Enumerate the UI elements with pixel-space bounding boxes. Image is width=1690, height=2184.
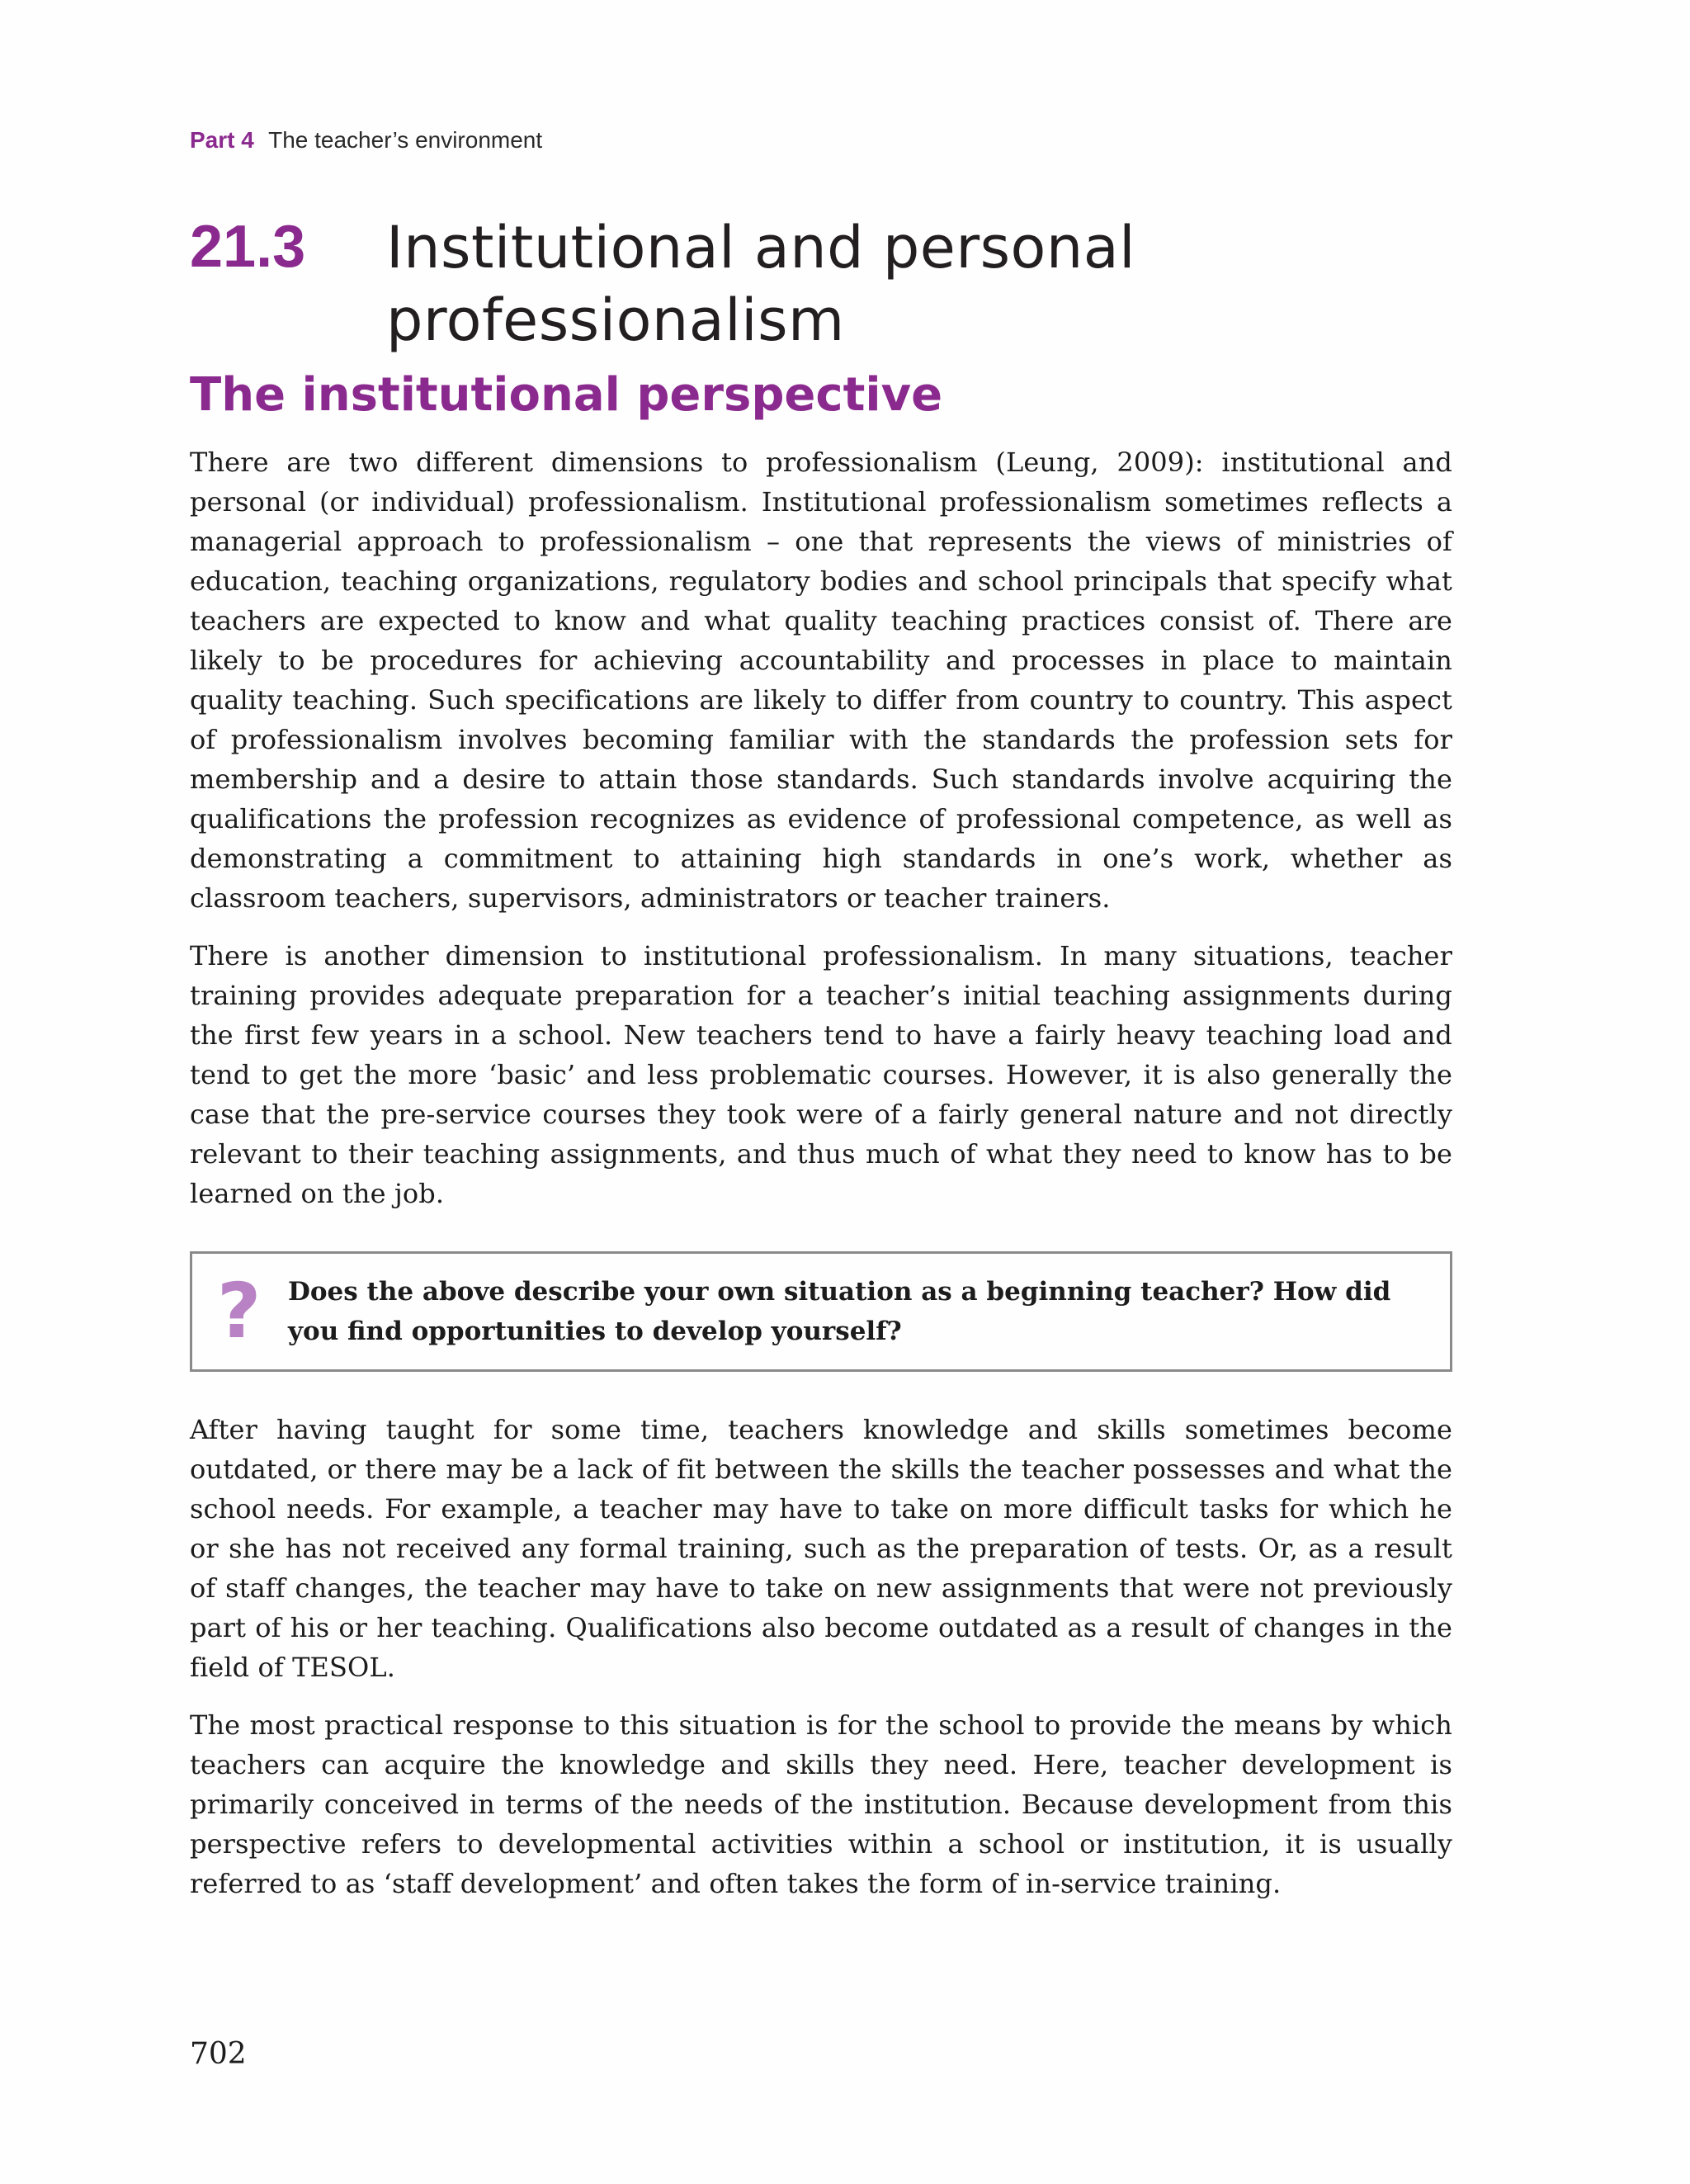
running-head-part: Part 4: [190, 127, 254, 153]
paragraph-2: There is another dimension to institutional professionalism. In many situations, teacher training provides adequate preparation for a teacher’s initial teaching assignments during the first few years in a school. New teachers tend to have a fairly heavy teaching load and tend to get the more ‘basic’ and less problematic courses. However, it is also generally the case that the pre-service courses they took were of a fairly general nature and not directly relevant to their teaching assignments, and thus much of what they need to know has to be learned on the job.: [190, 940, 1452, 1209]
question-mark-icon: ?: [217, 1267, 262, 1355]
subheading: The institutional perspective: [190, 368, 943, 422]
section-heading: [190, 211, 1452, 357]
paragraph-1: There are two different dimensions to professionalism (Leung, 2009): institutional and personal (or individual) professionalism. Institutional professionalism sometimes reflects a managerial approach to professionalism – one that represents the views of ministries of education, teaching organizations, regulatory bodies and school principals that specify what teachers are expected to know and what quality teaching practices consist of. There are likely to be procedures for achieving accountability and processes in place to maintain quality teaching. Such specifications are likely to differ from country to country. This aspect of professionalism involves becoming familiar with the standards the profession sets for membership and a desire to attain those standards. Such standards involve acquiring the qualifications the profession recognizes as evidence of professional competence, as well as demonstrating a commitment to attaining high standards in one’s work, whether as classroom teachers, supervisors, administrators or teacher trainers.: [190, 447, 1452, 914]
running-head-title: The teacher’s environment: [268, 127, 543, 153]
running-head: [190, 124, 1452, 157]
paragraph-4: The most practical response to this situation is for the school to provide the means by which teachers can acquire the knowledge and skills they need. Here, teacher development is primarily conceived in terms of the needs of the institution. Because development from this perspective refers to developmental activities within a school or institution, it is usually referred to as ‘staff development’ and often takes the form of in-service training.: [190, 1709, 1452, 1899]
page-content: [190, 124, 1452, 1922]
paragraph-3: After having taught for some time, teachers knowledge and skills sometimes become outdated, or there may be a lack of fit between the skills the teacher possesses and what the school needs. For example, a teacher may have to take on more difficult tasks for which he or she has not received any formal training, such as the preparation of tests. Or, as a result of staff changes, the teacher may have to take on new assignments that were not previously part of his or her teaching. Qualifications also become outdated as a result of changes in the field of TESOL.: [190, 1414, 1452, 1683]
section-number: 21.3: [190, 214, 306, 280]
section-title: Institutional and personal professionalism: [386, 214, 1136, 354]
page-number: 702: [190, 2037, 247, 2071]
reflection-question-text: Does the above describe your own situation as a beginning teacher? How did you find opportunities to develop yourself?: [288, 1277, 1391, 1346]
reflection-question-box: [190, 1251, 1452, 1372]
